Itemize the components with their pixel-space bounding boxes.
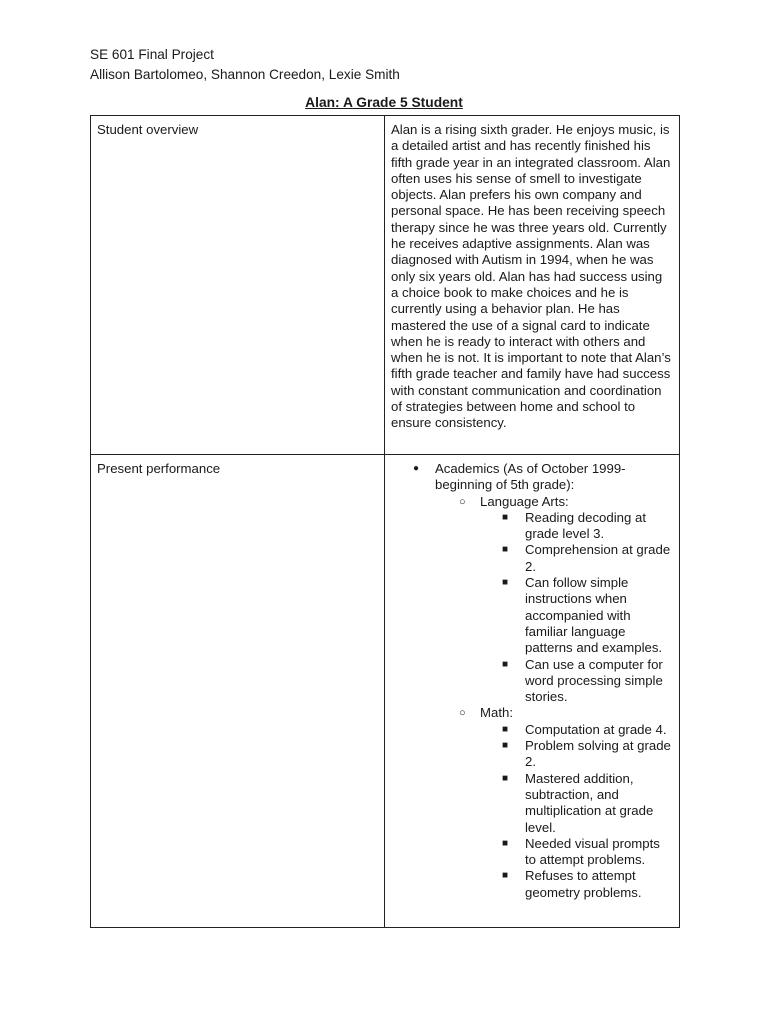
- square-marker: ■: [502, 837, 509, 849]
- square-marker: ■: [502, 772, 509, 784]
- list-item: [502, 509, 673, 543]
- list-item: [502, 575, 673, 656]
- performance-label: Present performance: [97, 461, 221, 476]
- square-marker: ■: [502, 544, 509, 556]
- square-marker: ■: [502, 658, 509, 670]
- language-arts-list: [480, 510, 673, 706]
- document-title: Alan: A Grade 5 Student: [305, 95, 463, 110]
- list-item: [502, 770, 673, 836]
- language-arts-heading: Language Arts:: [480, 493, 569, 509]
- student-profile-table: [90, 115, 680, 928]
- square-marker: ■: [502, 870, 509, 882]
- square-marker: ■: [502, 577, 509, 589]
- circle-marker: ○: [459, 707, 466, 720]
- overview-text-cell: [385, 116, 680, 455]
- math-list: [480, 722, 673, 901]
- square-marker: ■: [502, 723, 509, 735]
- list-item-text: Problem solving at grade 2.: [525, 738, 671, 770]
- performance-content-cell: [385, 455, 680, 928]
- overview-label-cell: [91, 116, 385, 455]
- circle-marker: ○: [459, 495, 466, 508]
- list-item: [459, 493, 673, 706]
- document-header: [90, 45, 400, 85]
- course-title: SE 601 Final Project: [90, 47, 214, 62]
- performance-list: [391, 461, 673, 901]
- list-item: [502, 721, 673, 738]
- list-item: [413, 461, 673, 901]
- list-item: [459, 705, 673, 901]
- performance-label-cell: [91, 455, 385, 928]
- list-item-text: Computation at grade 4.: [525, 721, 667, 737]
- academics-heading: Academics (As of October 1999- beginning of 5th grade):: [435, 461, 626, 493]
- list-item-text: Needed visual prompts to attempt problems.: [525, 835, 660, 868]
- overview-label: Student overview: [97, 122, 199, 137]
- square-marker: ■: [502, 511, 509, 523]
- math-heading: Math:: [480, 705, 513, 721]
- list-item: [502, 868, 673, 901]
- list-item-text: Can use a computer for word processing simple stories.: [525, 656, 663, 705]
- list-item-text: Can follow simple instructions when accompanied with familiar language patterns and examples.: [525, 575, 663, 656]
- subject-list: [435, 494, 673, 901]
- square-marker: ■: [502, 740, 509, 752]
- list-item-text: Reading decoding at grade level 3.: [525, 509, 646, 542]
- list-item-text: Refuses to attempt geometry problems.: [525, 868, 642, 900]
- list-item-text: Mastered addition, subtraction, and multiplication at grade level.: [525, 770, 654, 835]
- list-item: [502, 542, 673, 575]
- author-list: Allison Bartolomeo, Shannon Creedon, Lexie Smith: [90, 67, 400, 82]
- table-row: [91, 116, 680, 455]
- overview-text: Alan is a rising sixth grader. He enjoys music, is a detailed artist and has recently finished his fifth grade year in an integrated classroom. Alan often uses his sense of smell to investigate objects. Alan prefers his own company and personal space. He has been receiving speech therapy since he was three years old. Currently he receives adaptive assignments. Alan was diagnosed with Autism in 1994, when he was only six years old. Alan has had success using a choice book to make choices and he is currently using a behavior plan. He has mastered the use of a signal card to indicate when he is ready to interact with others and when he is not. It is important to note that Alan’s fifth grade teacher and family have had success with constant communication and coordination of strategies between home and school to ensure consistency.: [391, 122, 671, 431]
- list-item-text: Comprehension at grade 2.: [525, 542, 671, 574]
- list-item: [502, 835, 673, 869]
- table-row: [91, 455, 680, 928]
- bullet-marker: ●: [413, 463, 420, 474]
- list-item: [502, 656, 673, 706]
- list-item: [502, 738, 673, 771]
